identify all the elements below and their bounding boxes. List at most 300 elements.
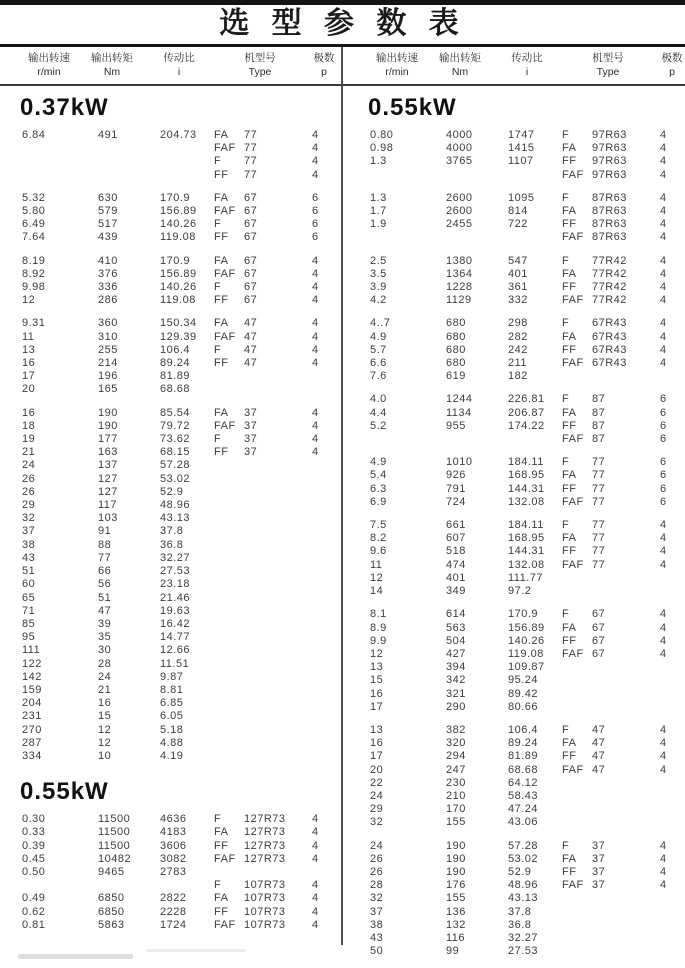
ratio-value [492,169,562,182]
speed-value: 6.9 [370,495,387,508]
speed-value: 4..7 [370,317,391,330]
speed-value: 6.84 [22,129,46,141]
poles-value: 4 [660,343,667,356]
type-size: 87R63 [592,231,627,244]
header-torque [428,51,492,79]
table-row [366,840,685,853]
ratio-value [492,231,562,244]
speed-value [366,433,428,446]
type-size: 37 [592,879,606,892]
table-row [366,879,685,892]
torque-value: 290 [446,700,466,713]
type-size: 37 [244,446,258,459]
poles-value [306,370,342,383]
type-prefix: F [562,129,570,141]
table-row [18,129,342,142]
ratio-value: 206.87 [508,406,545,419]
model-type-value [214,892,306,905]
scan-artifact [146,949,246,952]
type-size: 67 [244,254,258,267]
ratio-value: 36.8 [160,538,184,551]
torque-value: 56 [98,578,112,591]
model-type-value [562,906,654,919]
page-title: 选 型 参 数 表 [219,7,466,40]
speed-value: 5.80 [22,205,46,218]
table-row [18,499,342,512]
model-type-value [562,218,654,231]
ratio-value: 43.06 [508,816,539,829]
type-size: 37 [244,406,258,419]
speed-value: 13 [370,661,384,674]
torque-value [428,231,492,244]
poles-value [306,473,342,486]
model-type-value [562,701,654,714]
poles-value: 4 [660,519,667,532]
ratio-value [144,155,214,168]
ratio-value: 6.85 [160,697,184,710]
header-type-label: 机型号 [592,52,624,64]
speed-value: 0.50 [22,865,46,878]
poles-value: 6 [660,393,667,406]
ratio-value: 14.77 [160,631,191,644]
table-row [18,192,342,205]
poles-value: 4 [312,406,319,419]
type-prefix: FAF [562,357,584,370]
speed-value: 0.80 [370,129,394,141]
model-type-value [562,559,654,572]
torque-value: 320 [446,737,466,750]
model-type-value [562,932,654,945]
poles-value: 4 [660,294,667,307]
ratio-value: 1415 [508,142,535,155]
model-type-value [214,512,306,525]
speed-value [366,169,428,182]
ratio-value: 140.26 [160,218,197,231]
torque-value: 349 [446,585,466,598]
model-type-value [214,281,306,294]
torque-value: 680 [446,317,466,330]
torque-value: 177 [98,433,118,446]
poles-value: 4 [660,532,667,545]
torque-value: 2455 [446,218,473,231]
table-row [18,879,342,892]
model-type-value [214,697,306,710]
model-type-value [214,473,306,486]
speed-value: 9.9 [370,634,387,647]
model-type-value [214,525,306,538]
ratio-value: 9.87 [160,670,184,683]
torque-value: 517 [98,218,118,231]
model-type-value [214,255,306,268]
ratio-value: 170.9 [160,191,191,204]
model-type-value [562,317,654,330]
torque-value: 176 [446,879,466,892]
torque-value: 210 [446,789,466,802]
poles-value [654,816,685,829]
poles-value [306,618,342,631]
ratio-value: 132.08 [508,495,545,508]
table-row [18,142,342,155]
poles-value: 4 [312,267,319,280]
model-type-value [214,684,306,697]
speed-value: 11 [370,558,383,571]
header-ratio [492,51,562,79]
model-type-value [562,803,654,816]
speed-value: 7.5 [370,519,387,532]
type-prefix: FF [214,168,229,181]
torque-value: 127 [98,472,118,485]
ratio-value: 47.24 [508,803,539,816]
table-row [18,525,342,538]
type-prefix: F [214,813,222,826]
ratio-value: 109.87 [508,661,545,674]
ratio-value [144,879,214,892]
poles-value: 4 [660,879,667,892]
torque-value: 926 [446,469,466,482]
type-prefix: F [214,155,222,168]
speed-value: 0.98 [370,142,394,155]
type-prefix: F [562,519,570,532]
table-row [366,932,685,945]
ratio-value: 129.39 [160,330,197,343]
poles-value [306,578,342,591]
model-type-value [214,169,306,182]
type-prefix: FA [562,330,577,343]
speed-value: 3.5 [370,267,387,280]
table-row [18,459,342,472]
model-type-value [214,737,306,750]
model-type-value [214,268,306,281]
ratio-value [492,433,562,446]
speed-value: 287 [22,736,42,749]
type-size: 77R42 [592,254,627,267]
poles-value: 4 [660,621,667,634]
power-section-heading: 0.55kW [20,778,109,806]
model-type-value [214,644,306,657]
model-type-value [214,433,306,446]
model-type-value [562,255,654,268]
model-type-value [562,545,654,558]
ratio-value: 184.11 [508,519,544,532]
type-size: 67 [244,281,258,294]
model-type-value [214,813,306,826]
speed-value: 111 [22,644,41,657]
speed-value [18,879,80,892]
speed-value: 9.6 [370,545,387,558]
type-prefix: FAF [214,852,236,865]
table-row [18,370,342,383]
table-row [366,129,685,142]
type-prefix: F [562,191,570,204]
type-prefix: FF [562,750,577,763]
model-type-value [562,357,654,370]
torque-value: 791 [446,482,466,495]
data-block [366,608,685,714]
speed-value: 0.30 [22,813,46,826]
poles-value [306,499,342,512]
table-row [18,578,342,591]
type-prefix: FA [214,317,229,330]
torque-value: 724 [446,495,466,508]
model-type-value [214,294,306,307]
torque-value: 294 [446,750,466,763]
type-prefix: FA [214,254,229,267]
type-size: 77 [592,545,606,558]
table-row [18,281,342,294]
poles-value [306,525,342,538]
model-type-value [214,618,306,631]
torque-value: 2600 [446,205,473,218]
torque-value: 1380 [446,254,473,267]
ratio-value: 12.66 [160,644,191,657]
speed-value: 5.4 [370,469,387,482]
table-row [366,407,685,420]
model-type-value [562,231,654,244]
table-row [18,565,342,578]
model-type-value [562,407,654,420]
torque-value: 680 [446,330,466,343]
type-size: 77 [592,469,606,482]
data-block [366,456,685,509]
torque-value: 11500 [98,813,131,826]
ratio-value: 43.13 [508,892,539,905]
type-prefix: FF [562,482,577,495]
torque-value: 24 [98,670,112,683]
model-type-value [214,919,306,932]
poles-value [306,552,342,565]
torque-value: 51 [98,591,112,604]
torque-value: 607 [446,532,466,545]
header-poles-label: 极数 [661,52,683,64]
poles-value: 4 [312,281,319,294]
data-block [366,192,685,245]
model-type-value [562,129,654,142]
poles-value [654,674,685,687]
table-row [18,446,342,459]
torque-value: 190 [446,839,466,852]
speed-value: 1.3 [370,191,387,204]
poles-value: 4 [312,419,319,432]
model-type-value [562,945,654,958]
type-size: 37 [244,433,258,446]
header-type-unit: Type [248,66,272,78]
type-prefix: FF [562,545,577,558]
poles-value [654,919,685,932]
torque-value: 77 [98,551,112,564]
table-row [18,344,342,357]
model-type-value [214,592,306,605]
ratio-value: 211 [508,357,528,370]
table-row [366,420,685,433]
torque-value: 163 [98,446,118,459]
torque-value: 955 [446,419,466,432]
table-row [366,674,685,687]
table-row [366,205,685,218]
ratio-value: 144.31 [508,545,545,558]
header-speed-unit: r/min [37,66,61,78]
table-row [366,737,685,750]
header-speed-unit: r/min [385,66,409,78]
torque-value: 196 [98,370,118,383]
table-row [366,532,685,545]
type-size: 77 [244,142,258,155]
torque-value: 1244 [446,393,473,406]
speed-value: 0.49 [22,892,46,905]
header-poles-unit: p [321,66,327,78]
torque-value: 10 [98,749,112,762]
model-type-value [562,294,654,307]
torque-value: 661 [446,519,466,532]
model-type-value [562,608,654,621]
speed-value: 22 [370,776,384,789]
speed-value: 1.7 [370,205,387,218]
torque-value: 21 [98,683,112,696]
poles-value [306,737,342,750]
poles-value: 4 [660,142,667,155]
model-type-value [214,344,306,357]
type-prefix: FF [562,419,577,432]
model-type-value [562,142,654,155]
model-type-value [214,420,306,433]
table-row [366,469,685,482]
speed-value: 37 [22,525,36,538]
type-size: 87 [592,433,606,446]
speed-value: 142 [22,670,42,683]
torque-value: 103 [98,512,118,525]
table-row [18,218,342,231]
ratio-value: 27.53 [508,945,539,958]
ratio-value: 132.08 [508,558,545,571]
type-size: 107R73 [244,918,286,931]
model-type-value [562,169,654,182]
model-type-value [214,724,306,737]
table-row [366,853,685,866]
table-row [366,393,685,406]
model-type-value [562,866,654,879]
model-type-value [562,919,654,932]
torque-value: 1134 [446,406,472,419]
ratio-value: 32.27 [508,931,539,944]
speed-value: 26 [22,485,36,498]
torque-value: 66 [98,565,112,578]
ratio-value: 298 [508,317,528,330]
ratio-value: 547 [508,254,528,267]
poles-value [306,565,342,578]
ratio-value: 89.24 [508,737,539,750]
torque-value [80,169,144,182]
table-row [18,294,342,307]
poles-value [306,724,342,737]
speed-value: 15 [370,674,384,687]
speed-value: 7.64 [22,231,46,244]
model-type-value [562,456,654,469]
type-prefix: FF [562,343,577,356]
type-size: 37 [244,419,258,432]
type-size: 77 [592,482,606,495]
type-prefix: FAF [562,879,584,892]
header-type [214,51,306,79]
header-ratio-label: 传动比 [163,52,195,64]
ratio-value: 89.42 [508,687,539,700]
speed-value: 29 [22,499,36,512]
table-row [366,357,685,370]
speed-value: 0.33 [22,826,46,839]
poles-value: 4 [660,558,667,571]
torque-value: 214 [98,357,118,370]
table-row [366,635,685,648]
header-torque [80,51,144,79]
type-size: 47 [244,357,258,370]
poles-value [306,592,342,605]
header-poles-label: 极数 [313,52,335,64]
torque-value: 155 [446,892,466,905]
header-torque-label: 输出转矩 [91,52,133,64]
type-prefix: F [214,343,222,356]
data-block [366,724,685,830]
ratio-value: 68.15 [160,446,191,459]
poles-value [306,539,342,552]
poles-value [306,644,342,657]
speed-value: 0.81 [22,918,46,931]
type-prefix: FAF [214,419,236,432]
model-type-value [562,433,654,446]
type-size: 87R63 [592,191,627,204]
ratio-value: 156.89 [160,267,197,280]
model-type-value [562,519,654,532]
poles-value [306,605,342,618]
type-prefix: FAF [562,495,584,508]
model-type-value [214,671,306,684]
model-type-value [562,777,654,790]
speed-value: 20 [22,383,36,396]
torque-value: 190 [98,406,118,419]
header-speed [18,51,80,79]
torque-value: 394 [446,661,466,674]
speed-value: 3.9 [370,281,387,294]
model-type-value [562,469,654,482]
ratio-value: 1747 [508,129,535,141]
poles-value: 4 [660,357,667,370]
model-type-value [562,585,654,598]
model-type-value [562,853,654,866]
type-size: 97R63 [592,168,627,181]
header-speed-label: 输出转速 [376,52,418,64]
torque-value: 247 [446,763,466,776]
model-type-value [562,344,654,357]
torque-value: 127 [98,485,118,498]
speed-value: 122 [22,657,42,670]
ratio-value: 361 [508,281,528,294]
type-prefix: FA [562,267,577,280]
type-size: 37 [592,852,606,865]
table-row [366,906,685,919]
ratio-value: 150.34 [160,317,197,330]
poles-value: 4 [660,254,667,267]
speed-value: 0.62 [22,905,46,918]
table-row [366,169,685,182]
type-prefix: FAF [214,918,236,931]
type-size: 77R42 [592,294,627,307]
type-prefix: FF [562,218,577,231]
model-type-value [214,231,306,244]
speed-value: 95 [22,631,36,644]
type-size: 67R43 [592,357,627,370]
table-row [366,331,685,344]
model-type-value [562,750,654,763]
table-row [366,724,685,737]
poles-value: 4 [660,281,667,294]
torque-value: 1010 [446,456,473,469]
